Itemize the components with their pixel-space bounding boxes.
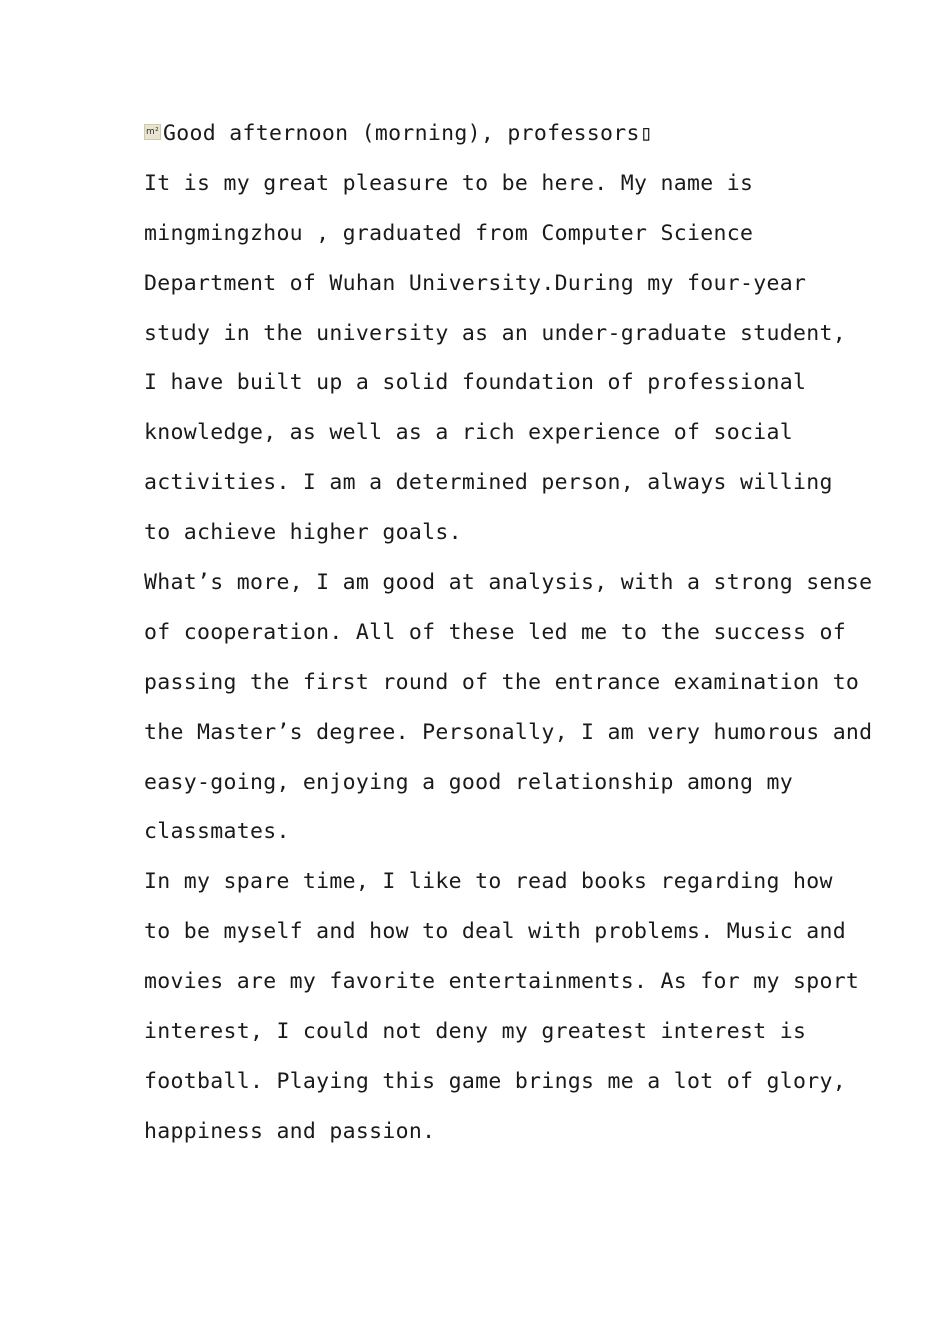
text-line: to achieve higher goals. <box>144 520 462 546</box>
text-line: knowledge, as well as a rich experience of social <box>144 420 793 446</box>
text-line: In my spare time, I like to read books regarding how <box>144 869 833 895</box>
text-line: football. Playing this game brings me a lot of glory, <box>144 1068 846 1094</box>
text-line: It is my great pleasure to be here. My name is <box>144 170 754 196</box>
text-line: mingmingzhou , graduated from Computer Science <box>144 220 754 246</box>
text-line: the Master’s degree. Personally, I am very humorous and <box>144 719 873 745</box>
text-line: Department of Wuhan University.During my four-year <box>144 270 807 296</box>
text-line: passing the first round of the entrance examination to <box>144 669 860 695</box>
text-line-content: Good afternoon (morning), professors▯ <box>163 121 654 146</box>
text-line: easy-going, enjoying a good relationship among my <box>144 769 793 795</box>
text-line: of cooperation. All of these led me to the success of <box>144 619 846 645</box>
text-line: classmates. <box>144 819 290 845</box>
text-line: I have built up a solid foundation of professional <box>144 370 807 396</box>
text-line <box>144 109 834 159</box>
anchor-marker-icon: m² <box>144 124 161 140</box>
text-line: interest, I could not deny my greatest interest is <box>144 1019 807 1045</box>
text-line: happiness and passion. <box>144 1118 436 1144</box>
text-line: to be myself and how to deal with problems. Music and <box>144 919 846 945</box>
text-line: What’s more, I am good at analysis, with a strong sense <box>144 570 873 596</box>
text-line: activities. I am a determined person, always willing <box>144 470 833 496</box>
text-line: study in the university as an under-graduate student, <box>144 320 846 346</box>
document-body <box>144 109 873 1157</box>
text-line: movies are my favorite entertainments. As for my sport <box>144 969 860 995</box>
